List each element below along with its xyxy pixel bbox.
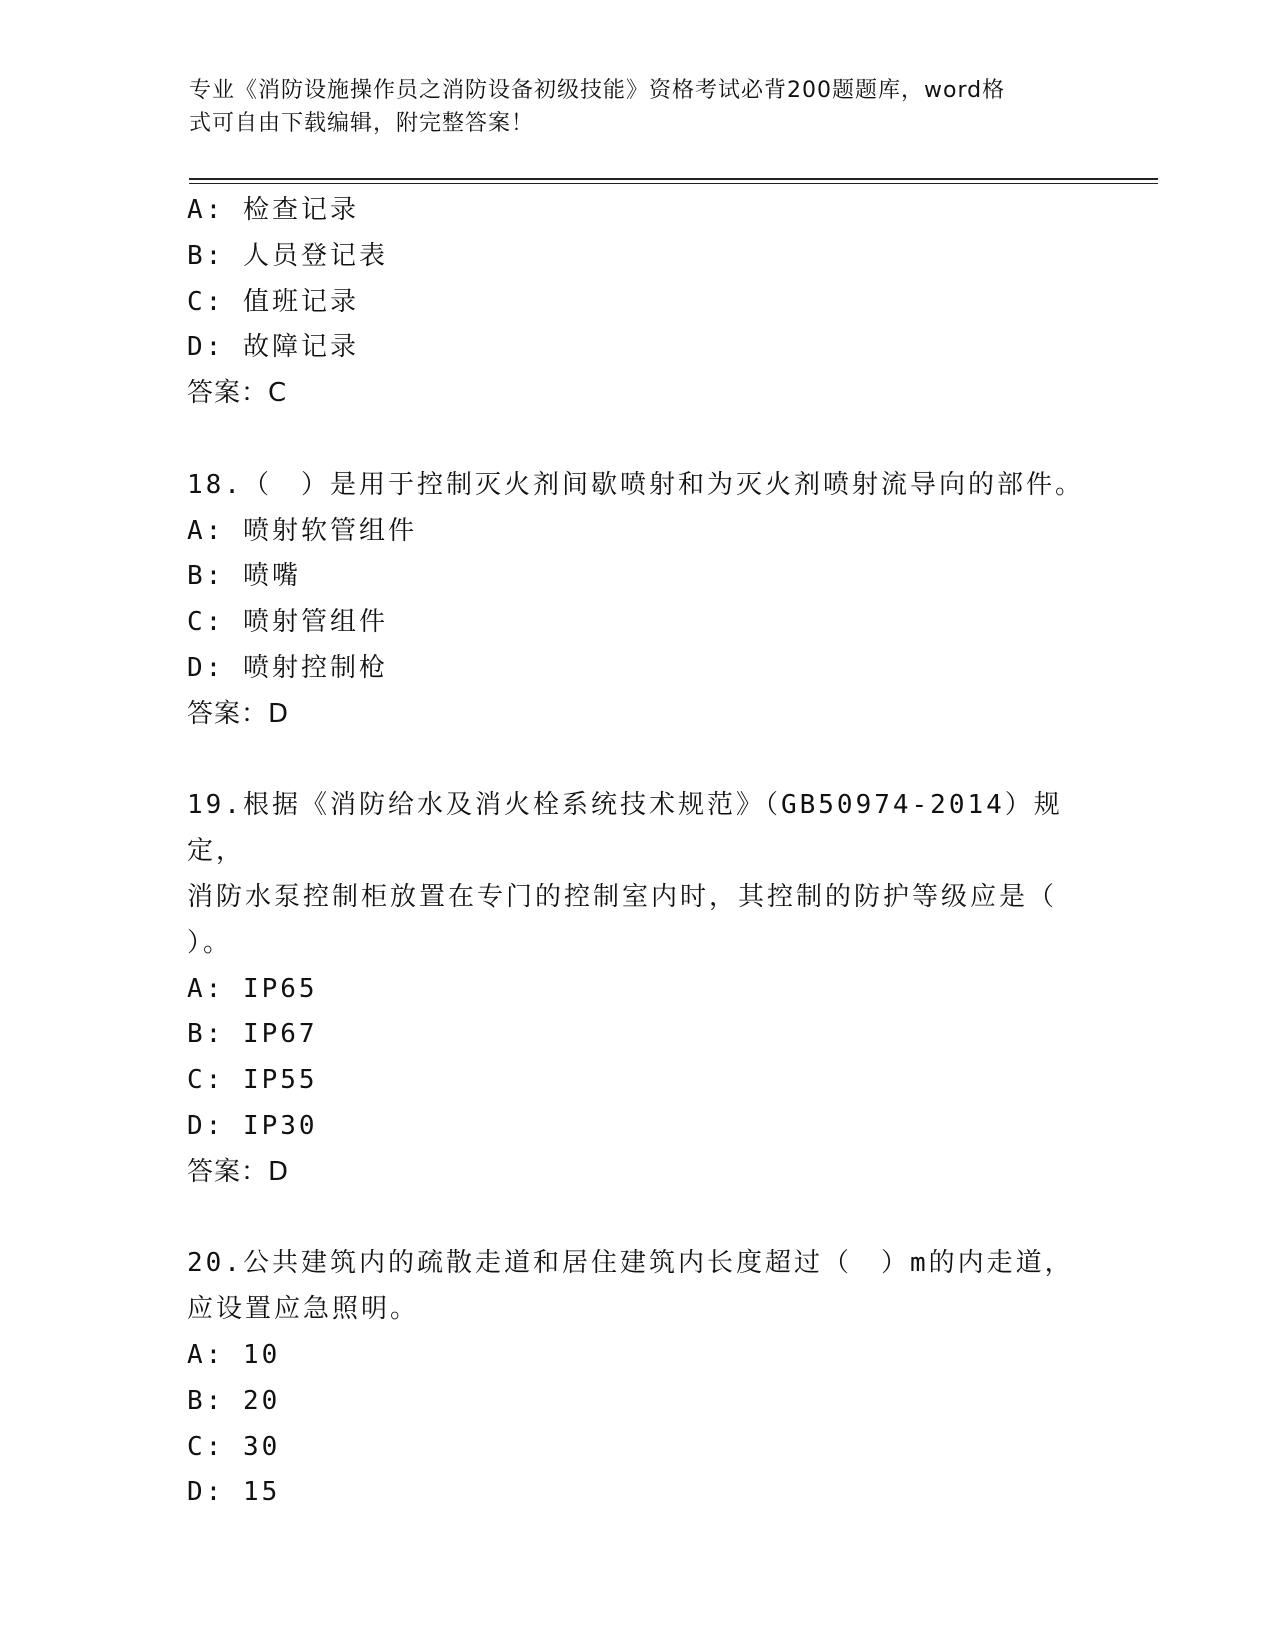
option-c: C: 30: [187, 1431, 281, 1462]
option-c: C: IP55: [187, 1065, 318, 1096]
option-c: C: 值班记录: [187, 286, 359, 317]
option-a: A: 检查记录: [187, 195, 359, 225]
option-a: A: 喷射软管组件: [187, 515, 417, 546]
header-divider-thick: [189, 178, 1158, 180]
question-stem-line-1: 19.根据《消防给水及消火栓系统技术规范》（GB50974-2014）规定，: [187, 790, 1063, 867]
option-d: D: IP30: [187, 1110, 318, 1141]
spacer: [187, 738, 1087, 784]
question-list: [187, 188, 1087, 1516]
answer: 答案：D: [187, 1156, 290, 1187]
option-d: D: 15: [187, 1477, 281, 1508]
option-b: B: 20: [187, 1385, 281, 1416]
question-19: [187, 783, 1087, 1195]
option-b: B: 人员登记表: [187, 240, 388, 271]
header-divider-thin: [189, 183, 1158, 184]
question-stem-line-3: ）。: [187, 927, 233, 958]
answer: 答案：C: [187, 378, 288, 409]
option-c: C: 喷射管组件: [187, 607, 388, 638]
question-20: [187, 1241, 1087, 1516]
question-17: [187, 188, 1087, 417]
header-line-2: 式可自由下载编辑，附完整答案！: [189, 111, 535, 136]
spacer: [187, 417, 1087, 463]
question-stem-line-1: 20.公共建筑内的疏散走道和居住建筑内长度超过（ ）m的内走道，: [187, 1248, 1074, 1279]
option-a: A: IP65: [187, 973, 318, 1004]
option-b: B: 喷嘴: [187, 561, 301, 592]
answer: 答案：D: [187, 698, 290, 729]
option-b: B: IP67: [187, 1019, 318, 1050]
header-line-1: 专业《消防设施操作员之消防设备初级技能》资格考试必背200题题库，word格: [189, 78, 1006, 103]
question-stem-line-2: 消防水泵控制柜放置在专门的控制室内时，其控制的防护等级应是（: [187, 881, 1058, 912]
question-stem-line-2: 应设置应急照明。: [187, 1294, 420, 1325]
option-d: D: 故障记录: [187, 332, 359, 363]
option-d: D: 喷射控制枪: [187, 652, 388, 683]
page-header: [189, 74, 1069, 140]
question-stem: 18.（ ）是用于控制灭火剂间歇喷射和为灭火剂喷射流导向的部件。: [187, 469, 1084, 500]
option-a: A: 10: [187, 1339, 281, 1370]
question-18: [187, 463, 1087, 738]
spacer: [187, 1196, 1087, 1242]
